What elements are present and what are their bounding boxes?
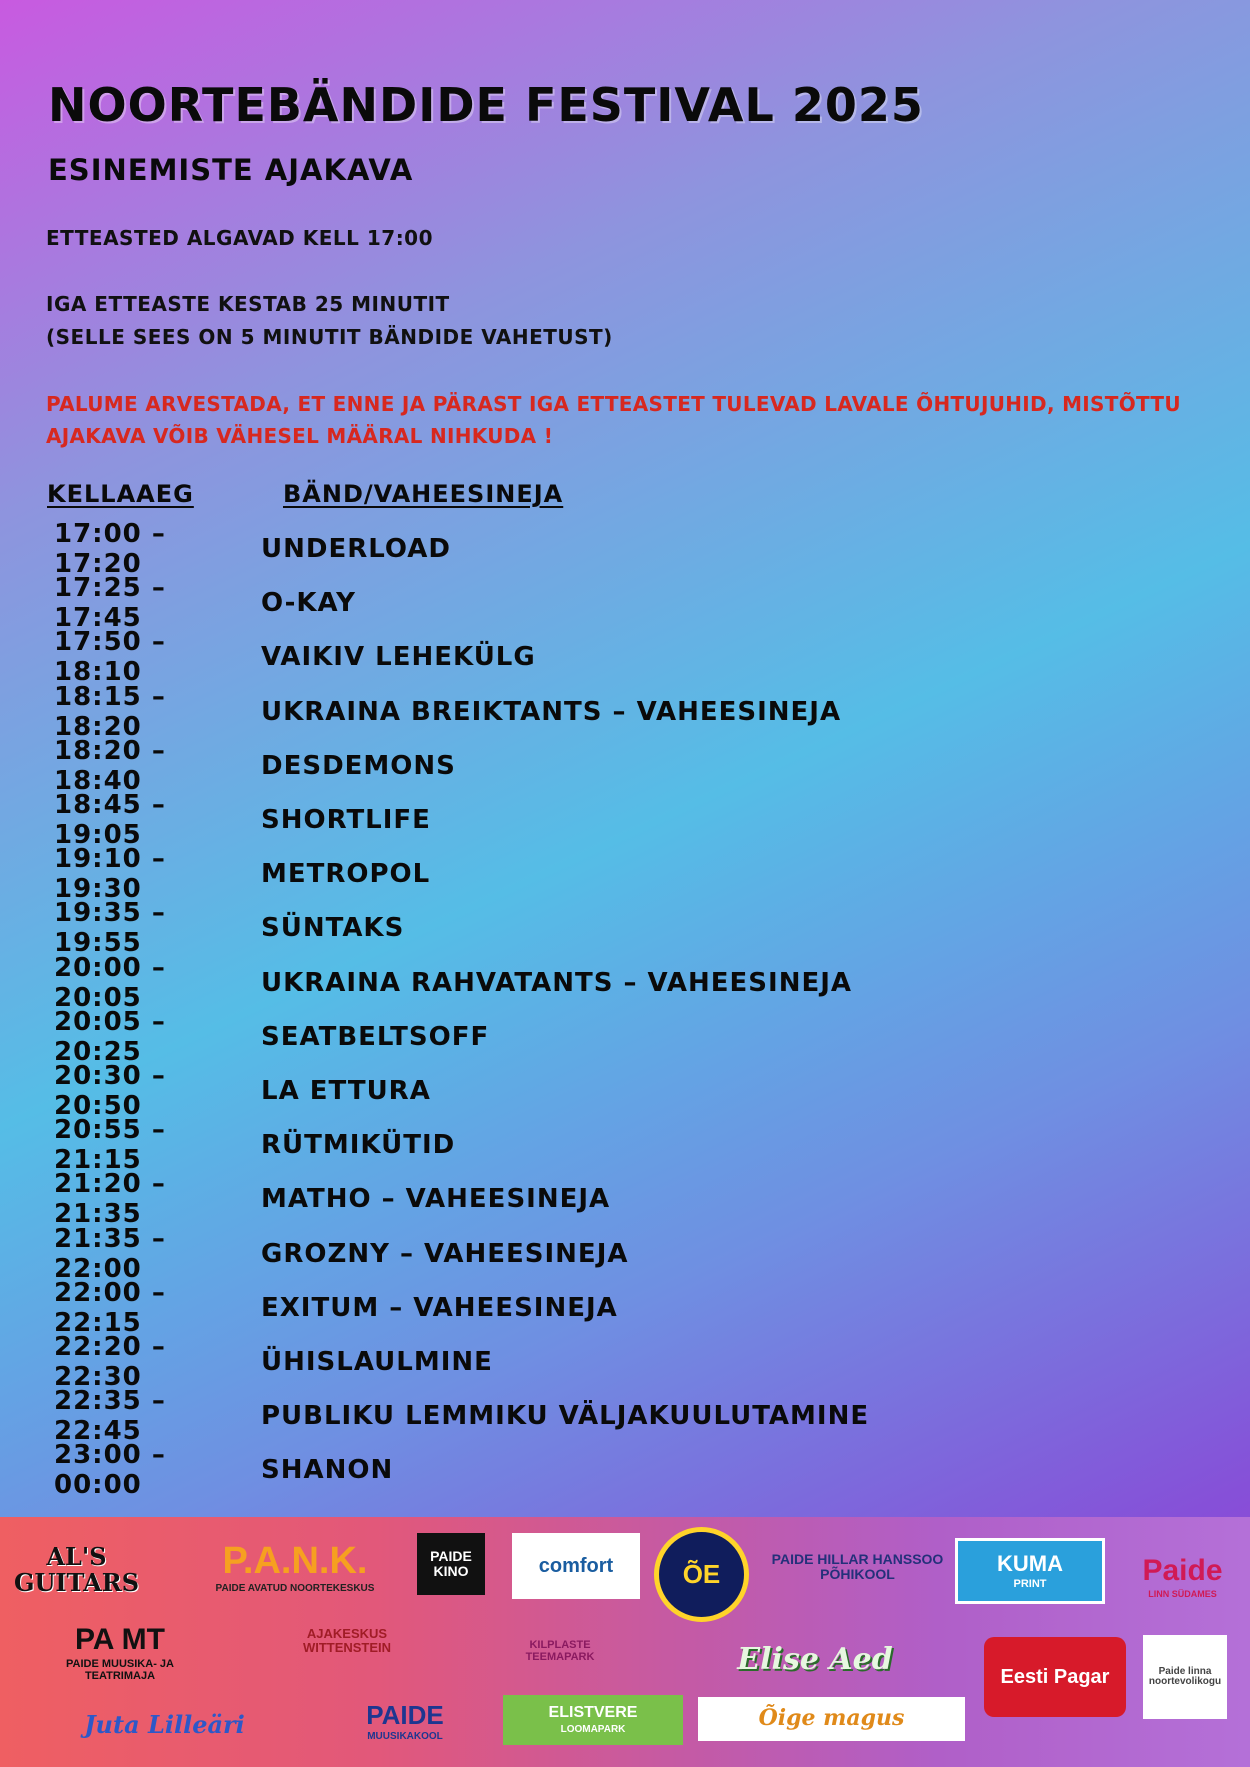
schedule-time: 21:20 – 21:35 [54,1169,166,1230]
sponsor-logo [770,1537,945,1597]
sponsor-name: AL'S GUITARS [13,1542,140,1597]
schedule-row [54,1006,869,1067]
changeover-text: (SELLE SEES ON 5 MINUTIT BÄNDIDE VAHETUST) [46,325,613,349]
start-info [46,222,433,255]
schedule-time: 19:10 – 19:30 [54,844,166,905]
schedule-act: O-KAY [261,588,356,619]
sponsor-name: Juta Lilleäri [84,1710,245,1740]
schedule-time: 20:55 – 21:15 [54,1115,166,1176]
sponsor-subtitle: PAIDE AVATUD NOORTEKESKUS [215,1583,375,1595]
schedule-act: SHANON [261,1455,394,1486]
sponsor-name: comfort [538,1554,614,1577]
schedule-row [54,1169,869,1230]
schedule-act: UKRAINA RAHVATANTS – VAHEESINEJA [261,967,853,998]
start-time-text: ETTEASTED ALGAVAD KELL 17:00 [46,226,434,250]
sponsor-logo [262,1607,432,1675]
sponsor-logo [14,1532,139,1607]
schedule-act: GROZNY – VAHEESINEJA [261,1238,629,1269]
page-title: NOORTEBÄNDIDE FESTIVAL 2025 [48,78,924,132]
schedule-row [54,844,869,905]
schedule-row [54,1060,869,1121]
sponsor-logo [720,1635,910,1685]
sponsor-logo [417,1533,485,1595]
sponsor-name: PAIDE KINO [430,1548,472,1579]
sponsor-logo [984,1637,1126,1717]
schedule-act: MATHO – VAHEESINEJA [261,1184,611,1215]
schedule-row [54,1277,869,1338]
schedule-time: 18:45 – 19:05 [54,790,166,851]
sponsor-bar [0,1517,1250,1767]
sponsor-name: KUMA [997,1551,1063,1577]
band-column-header: BÄND/VAHEESINEJA [283,480,564,508]
schedule-time: 19:35 – 19:55 [54,898,166,959]
warning-notice: PALUME ARVESTADA, ET ENNE JA PÄRAST IGA ETTEASTET TULEVAD LAVALE ÕHTUJUHID, MISTÕTTU AJAKAVA VÕIB VÄHESEL MÄÄRAL NIHKUDA ! [46,392,1181,448]
schedule-time: 22:35 – 22:45 [54,1386,166,1447]
schedule-act: SEATBELTSOFF [261,1021,490,1052]
schedule-act: METROPOL [261,859,431,890]
sponsor-logo [30,1617,210,1689]
sponsor-name: Paide [1142,1554,1223,1588]
sponsor-subtitle: MUUSIKAKOOL [367,1731,443,1743]
schedule-time: 20:00 – 20:05 [54,952,166,1013]
schedule-time: 20:30 – 20:50 [54,1060,166,1121]
schedule-row [54,1331,869,1392]
schedule-act: UKRAINA BREIKTANTS – VAHEESINEJA [261,696,842,727]
sponsor-name: AJAKESKUS WITTENSTEIN [302,1626,392,1655]
schedule-act: UNDERLOAD [261,534,451,565]
sponsor-logo [330,1692,480,1752]
schedule-act: VAIKIV LEHEKÜLG [261,642,536,673]
schedule-row [54,790,869,851]
schedule-act: LA ETTURA [261,1075,431,1106]
sponsor-name: PAIDE [366,1699,444,1730]
sponsor-logo [512,1533,640,1599]
schedule-act: DESDEMONS [261,750,456,781]
sponsor-logo [698,1697,965,1741]
sponsor-name: PA MT [75,1623,165,1657]
schedule-act: EXITUM – VAHEESINEJA [261,1292,618,1323]
sponsor-logo [32,1695,297,1755]
duration-text: IGA ETTEASTE KESTAB 25 MINUTIT [46,292,450,316]
sponsor-subtitle: LOOMAPARK [560,1723,626,1735]
schedule-time: 22:00 – 22:15 [54,1277,166,1338]
sponsor-name: Paide linna noortevolikogu [1148,1665,1222,1687]
sponsor-name: Õige magus [758,1705,905,1732]
schedule-time: 18:15 – 18:20 [54,681,166,742]
sponsor-logo [654,1527,749,1622]
time-column-header: KELLAAEG [47,480,194,508]
sponsor-name: Elise Aed [737,1642,893,1678]
schedule-time: 22:20 – 22:30 [54,1331,166,1392]
schedule-list [54,519,870,1501]
schedule-row [54,898,869,959]
schedule-act: PUBLIKU LEMMIKU VÄLJAKUULUTAMINE [261,1401,870,1432]
page-subtitle: ESINEMISTE AJAKAVA [48,153,414,187]
sponsor-name: Eesti Pagar [1000,1665,1110,1688]
sponsor-name: KILPLASTE TEEMAPARK [525,1639,595,1663]
schedule-act: SHORTLIFE [261,805,431,836]
schedule-time: 17:00 – 17:20 [54,519,166,580]
schedule-header [47,480,563,508]
duration-info [46,288,613,354]
schedule-act: ÜHISLAULMINE [261,1346,493,1377]
schedule-time: 21:35 – 22:00 [54,1223,166,1284]
sponsor-subtitle: LINN SÜDAMES [1148,1588,1217,1599]
schedule-row [54,1223,869,1284]
sponsor-subtitle: PRINT [1013,1577,1047,1590]
sponsor-name: P.A.N.K. [222,1539,368,1582]
schedule-time: 23:00 – 00:00 [54,1440,166,1501]
schedule-row [54,1440,869,1501]
schedule-row [54,681,869,742]
schedule-row [54,1115,869,1176]
schedule-act: SÜNTAKS [261,913,405,944]
schedule-act: RÜTMIKÜTID [261,1130,456,1161]
sponsor-logo [520,1612,600,1692]
sponsor-logo [205,1537,385,1599]
sponsor-name: PAIDE HILLAR HANSSOO PÕHIKOOL [771,1551,944,1582]
schedule-row [54,952,869,1013]
schedule-time: 17:50 – 18:10 [54,627,166,688]
sponsor-logo [955,1538,1105,1604]
sponsor-name: ELISTVERE [548,1704,638,1722]
sponsor-subtitle: PAIDE MUUSIKA- JA TEATRIMAJA [66,1657,174,1682]
schedule-row [54,735,869,796]
sponsor-logo [1143,1635,1227,1719]
sponsor-name: ÕE [682,1558,721,1589]
schedule-time: 17:25 – 17:45 [54,573,166,634]
sponsor-logo [503,1695,683,1745]
schedule-time: 18:20 – 18:40 [54,735,166,796]
schedule-row [54,627,869,688]
schedule-time: 20:05 – 20:25 [54,1006,166,1067]
schedule-row [54,519,869,580]
schedule-row [54,1386,870,1447]
schedule-row [54,573,869,634]
sponsor-logo [1135,1532,1230,1622]
